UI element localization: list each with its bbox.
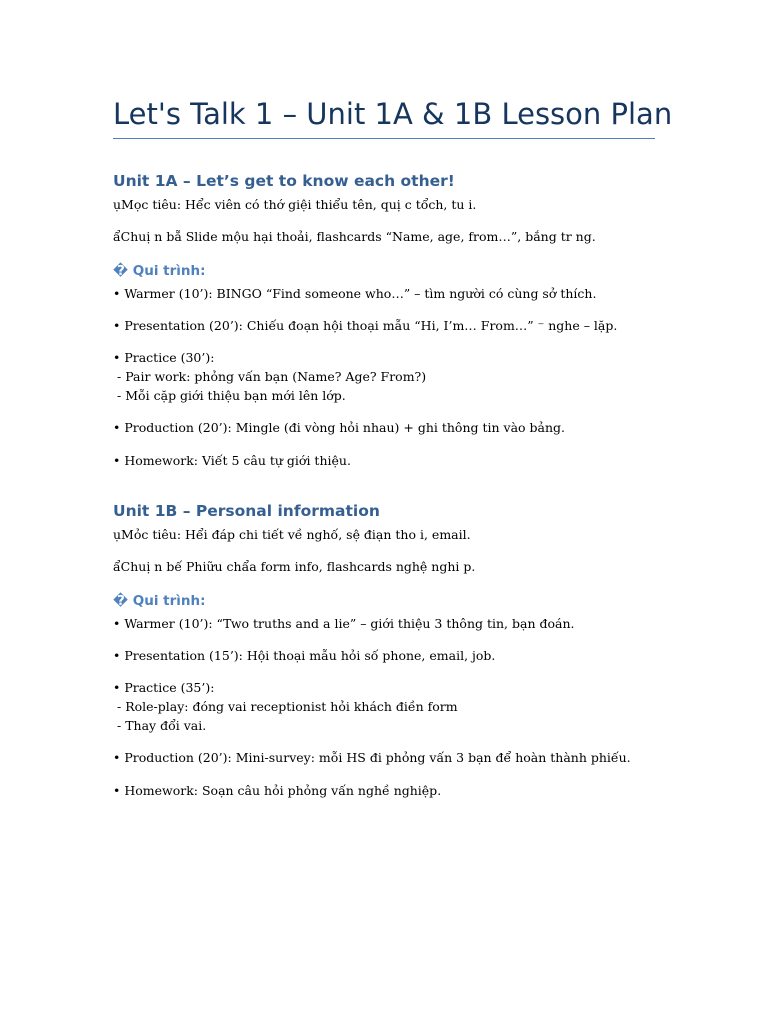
- unit-1b-practice: • Practice (35’):: [113, 680, 215, 695]
- unit-1a-practice: • Practice (30’):: [113, 350, 215, 365]
- unit-1a-objective: ụMọc tiêu: Hểc viên có thớ giệi thiểu tên, quị c tổch, tu i.: [113, 197, 477, 212]
- unit-1b-heading: Unit 1B – Personal information: [113, 502, 380, 520]
- unit-1a-warmer: • Warmer (10’): BINGO “Find someone who…” – tìm người có cùng sở thích.: [113, 286, 597, 301]
- unit-1b-preparation: ẩChuị n bế Phiữu chẩa form info, flashcards nghệ nghi p.: [113, 559, 476, 574]
- unit-1b-objective: ụMỏc tiêu: Hểi đáp chi tiết về nghố, sệ điạn tho i, email.: [113, 527, 471, 542]
- unit-1a-practice-step-1: - Pair work: phỏng vấn bạn (Name? Age? From?): [117, 369, 427, 384]
- unit-1a-heading: Unit 1A – Let’s get to know each other!: [113, 172, 455, 190]
- unit-1a-homework: • Homework: Viết 5 câu tự giới thiệu.: [113, 453, 351, 468]
- document-content: [113, 94, 673, 798]
- unit-1b-practice-step-1: - Role-play: đóng vai receptionist hỏi khách điền form: [117, 699, 458, 714]
- unit-1a-process-heading: � Qui trình:: [113, 263, 206, 279]
- title-underline: [113, 138, 655, 139]
- unit-1b-presentation: • Presentation (15’): Hội thoại mẫu hỏi số phone, email, job.: [113, 648, 496, 663]
- unit-1b-production: • Production (20’): Mini-survey: mỗi HS đi phỏng vấn 3 bạn để hoàn thành phiếu.: [113, 750, 631, 765]
- unit-1b-homework: • Homework: Soạn câu hỏi phỏng vấn nghề nghiệp.: [113, 783, 442, 798]
- unit-1a-practice-step-2: - Mỗi cặp giới thiệu bạn mới lên lớp.: [117, 388, 346, 403]
- unit-1b-practice-step-2: - Thay đổi vai.: [117, 718, 207, 733]
- unit-1b-warmer: • Warmer (10’): “Two truths and a lie” – giới thiệu 3 thông tin, bạn đoán.: [113, 616, 575, 631]
- unit-1b-process-heading: � Qui trình:: [113, 593, 206, 609]
- unit-1a-production: • Production (20’): Mingle (đi vòng hỏi nhau) + ghi thông tin vào bảng.: [113, 420, 566, 435]
- document-title: Let's Talk 1 – Unit 1A & 1B Lesson Plan: [113, 97, 673, 131]
- unit-1a-presentation: • Presentation (20’): Chiếu đoạn hội thoại mẫu “Hi, I’m… From…” ⁻ nghe – lặp.: [113, 318, 618, 333]
- unit-1a-preparation: ẩChuị n bẵ Slide mộu hại thoải, flashcards “Name, age, from…”, bắng tr ng.: [113, 229, 596, 244]
